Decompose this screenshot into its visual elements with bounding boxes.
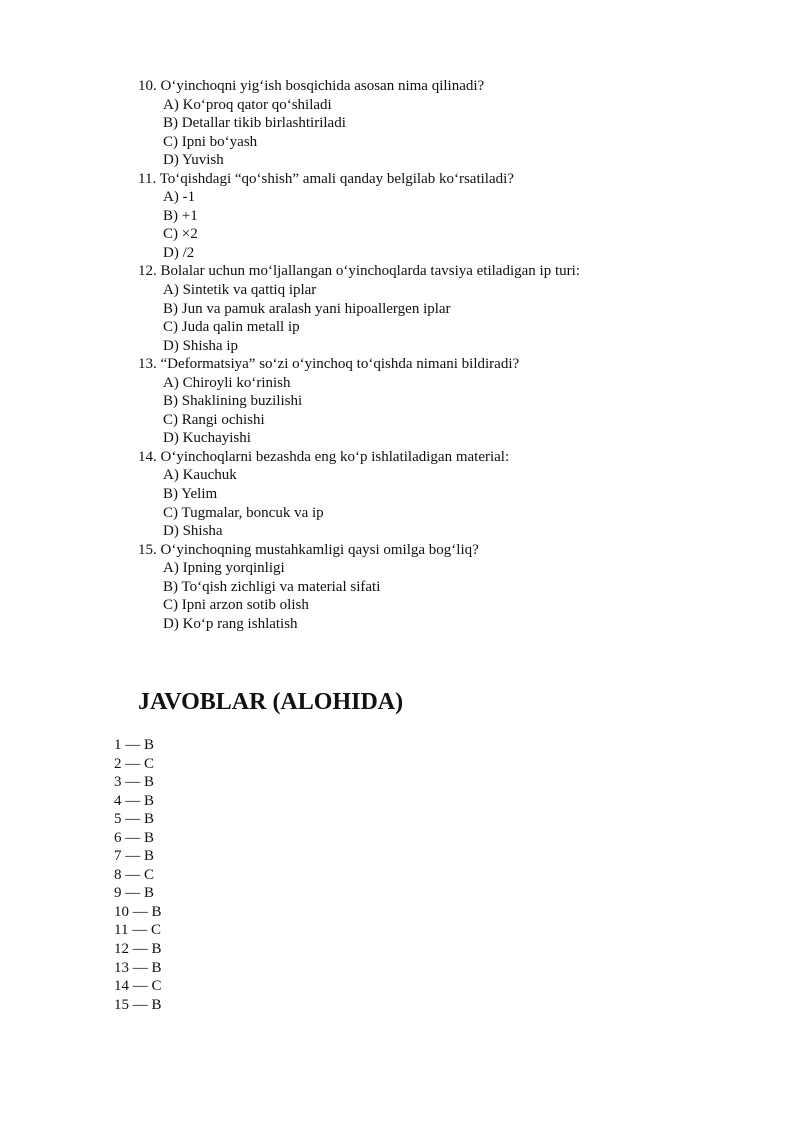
question-13 [138, 355, 580, 448]
question-prompt: O‘yinchoqlarni bezashda eng ko‘p ishlatiladigan material: [160, 448, 510, 465]
question-number: 14. [138, 448, 157, 465]
question-10 [138, 77, 580, 170]
answer-item: 7 — B [114, 848, 155, 865]
question-12 [138, 262, 580, 355]
question-11 [138, 170, 580, 263]
answer-item: 2 — C [114, 755, 155, 772]
option-a: A) Ipning yorqinligi [163, 560, 285, 577]
answer-item: 15 — B [114, 996, 162, 1013]
question-text [138, 448, 580, 467]
answer-item: 13 — B [114, 959, 162, 976]
question-text [138, 77, 580, 96]
question-number: 13. [138, 356, 157, 373]
option-b: B) +1 [163, 207, 198, 224]
answer-item: 4 — B [114, 792, 155, 809]
question-prompt: O‘yinchoqni yig‘ish bosqichida asosan nima qilinadi? [160, 78, 485, 94]
option-d: D) Shisha [163, 523, 223, 540]
answer-item: 9 — B [114, 885, 155, 902]
question-15 [138, 541, 580, 634]
option-c: C) Ipni arzon sotib olish [163, 597, 309, 614]
question-number: 10. [138, 78, 157, 94]
option-d: D) Yuvish [163, 152, 224, 169]
answer-item: 14 — C [114, 978, 162, 995]
question-list [138, 77, 580, 633]
question-number: 15. [138, 541, 157, 558]
option-a: A) Ko‘proq qator qo‘shiladi [163, 96, 332, 113]
option-b: B) Detallar tikib birlashtiriladi [163, 115, 346, 132]
answer-item: 1 — B [114, 737, 155, 753]
question-text [138, 262, 580, 281]
answer-item: 8 — C [114, 866, 155, 883]
question-number: 12. [138, 263, 157, 280]
option-b: B) To‘qish zichligi va material sifati [163, 578, 381, 595]
answer-item: 5 — B [114, 811, 155, 828]
option-d: D) Shisha ip [163, 337, 238, 354]
option-c: C) Tugmalar, boncuk va ip [163, 504, 324, 521]
answer-key-list [114, 736, 162, 1014]
question-prompt: “Deformatsiya” so‘zi o‘yinchoq to‘qishda nimani bildiradi? [160, 356, 520, 373]
option-a: A) Sintetik va qattiq iplar [163, 282, 317, 299]
answer-item: 3 — B [114, 774, 155, 791]
option-c: C) Ipni bo‘yash [163, 133, 258, 150]
question-14 [138, 448, 580, 541]
option-c: C) ×2 [163, 226, 198, 243]
answer-item: 11 — C [114, 922, 161, 939]
option-a: A) Chiroyli ko‘rinish [163, 374, 291, 391]
answer-item: 10 — B [114, 903, 162, 920]
option-a: A) -1 [163, 189, 196, 206]
question-prompt: Bolalar uchun mo‘ljallangan o‘yinchoqlarda tavsiya etiladigan ip turi: [160, 263, 580, 280]
question-text [138, 541, 580, 560]
option-b: B) Yelim [163, 486, 218, 503]
answer-item: 6 — B [114, 829, 155, 846]
question-prompt: O‘yinchoqning mustahkamligi qaysi omilga bog‘liq? [160, 541, 479, 558]
option-c: C) Juda qalin metall ip [163, 319, 300, 336]
question-text [138, 170, 580, 189]
option-b: B) Shaklining buzilishi [163, 393, 303, 410]
question-prompt: To‘qishdagi “qo‘shish” amali qanday belgilab ko‘rsatiladi? [159, 170, 514, 187]
option-d: D) /2 [163, 244, 195, 261]
option-a: A) Kauchuk [163, 467, 237, 484]
option-d: D) Kuchayishi [163, 430, 251, 447]
option-d: D) Ko‘p rang ishlatish [163, 615, 298, 632]
option-b: B) Jun va pamuk aralash yani hipoallergen iplar [163, 300, 451, 317]
question-number: 11. [138, 170, 157, 187]
option-c: C) Rangi ochishi [163, 411, 265, 428]
answer-item: 12 — B [114, 941, 162, 958]
question-text [138, 355, 580, 374]
answers-heading: JAVOBLAR (ALOHIDA) [138, 689, 404, 715]
